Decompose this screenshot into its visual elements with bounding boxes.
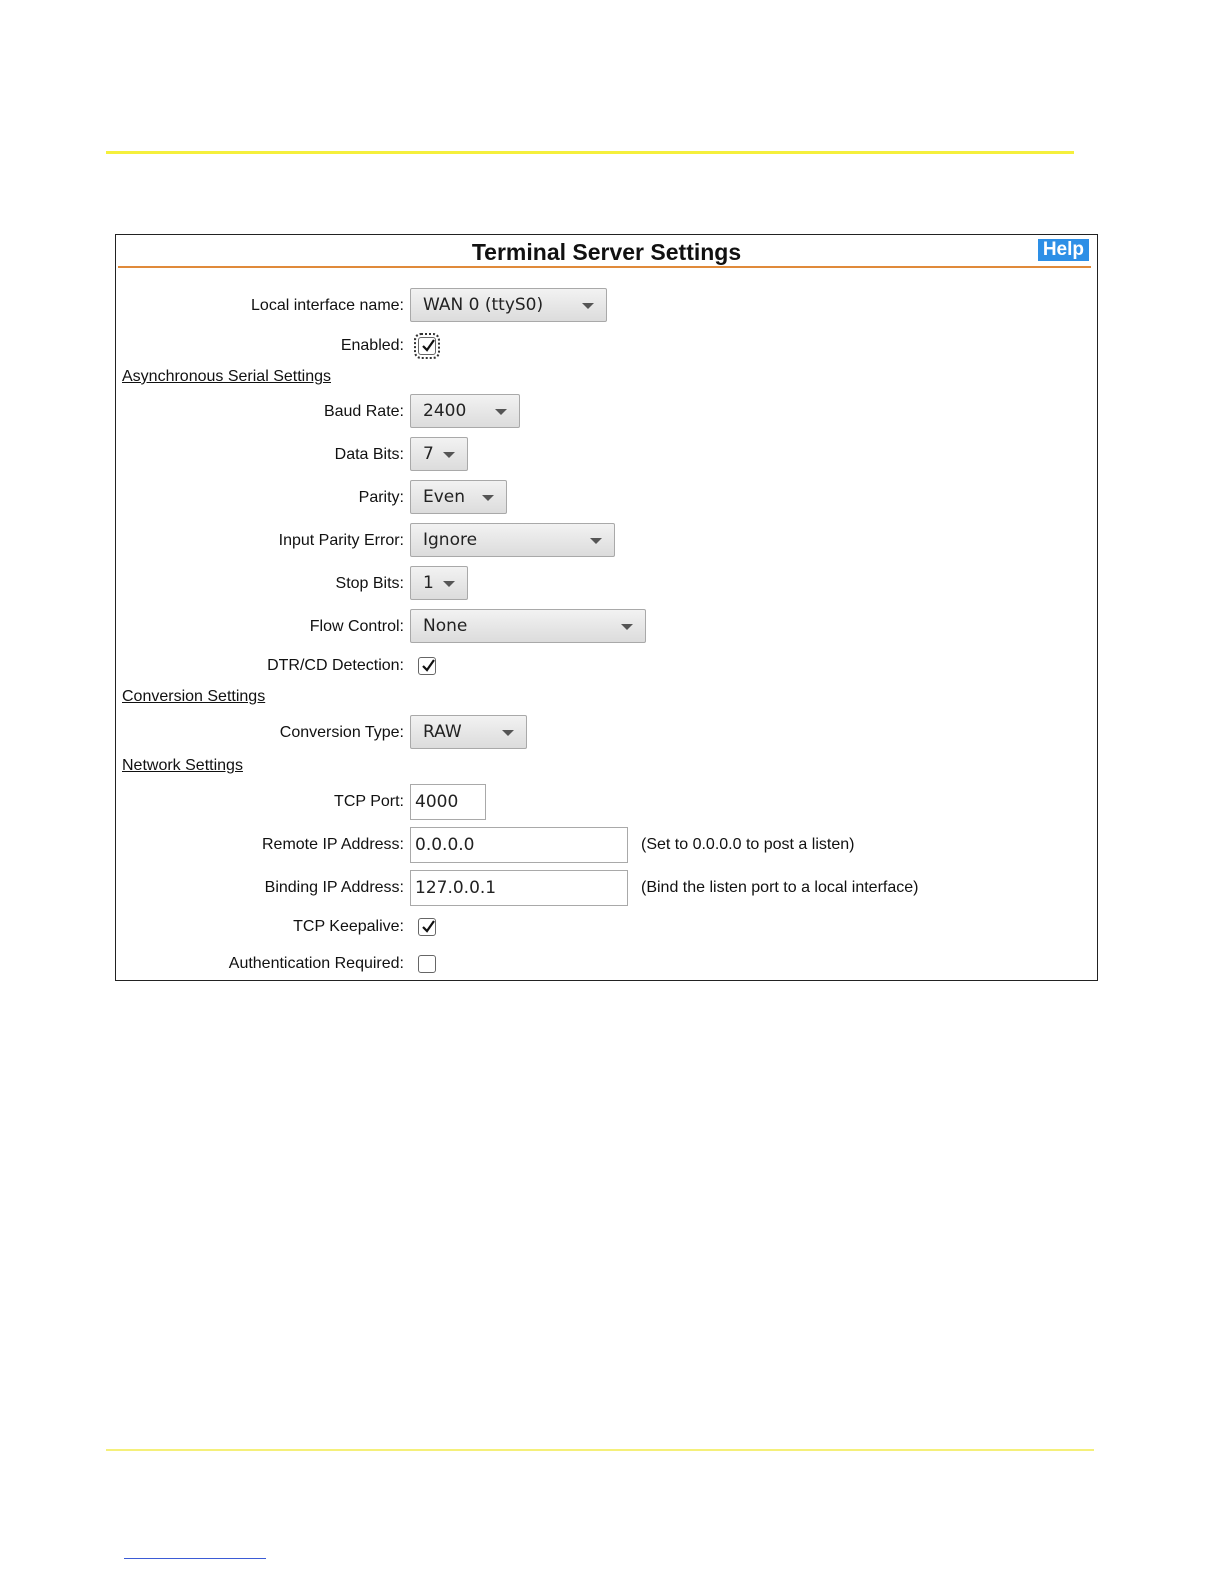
dtr-cd-detection-checkbox[interactable] [418,657,436,675]
local-interface-select[interactable] [410,288,607,322]
remote-ip-input[interactable]: 0.0.0.0 [410,827,628,863]
panel-title: Terminal Server Settings [471,239,742,265]
chevron-down-icon [495,409,507,415]
local-interface-label: Local interface name: [251,297,404,314]
page-footer-rule [106,1449,1094,1451]
page-header-rule [106,151,1074,154]
baud-rate-select[interactable] [410,394,520,428]
auth-required-checkbox[interactable] [418,955,436,973]
binding-ip-input[interactable]: 127.0.0.1 [410,870,628,906]
dtr-cd-detection-label: DTR/CD Detection: [267,657,404,674]
data-bits-label: Data Bits: [334,446,404,463]
data-bits-select[interactable] [410,437,468,471]
footer-link-underline [124,1558,266,1559]
chevron-down-icon [582,303,594,309]
enabled-checkbox[interactable] [418,337,436,355]
baud-rate-label: Baud Rate: [323,403,404,420]
chevron-down-icon [443,581,455,587]
enabled-label: Enabled: [340,337,404,354]
checkmark-icon [420,658,436,674]
section-async-serial: Asynchronous Serial Settings [122,368,331,385]
flow-control-select[interactable] [410,609,646,643]
tcp-port-input[interactable]: 4000 [410,784,486,820]
baud-rate-value: 2400 [423,401,467,421]
chevron-down-icon [621,624,633,630]
tcp-keepalive-checkbox[interactable] [418,918,436,936]
data-bits-value: 7 [423,444,434,464]
binding-ip-label: Binding IP Address: [264,879,404,896]
checkmark-icon [420,919,436,935]
flow-control-value: None [423,616,468,636]
help-button[interactable]: Help [1038,239,1089,261]
chevron-down-icon [502,730,514,736]
local-interface-value: WAN 0 (ttyS0) [423,295,544,315]
tcp-keepalive-label: TCP Keepalive: [293,918,404,935]
conversion-type-select[interactable] [410,715,527,749]
checkmark-icon [420,338,436,354]
auth-required-label: Authentication Required: [228,955,404,972]
parity-value: Even [423,487,466,507]
chevron-down-icon [590,538,602,544]
chevron-down-icon [482,495,494,501]
terminal-server-settings-panel [115,234,1098,981]
chevron-down-icon [443,452,455,458]
parity-label: Parity: [358,489,404,506]
section-network: Network Settings [122,757,243,774]
parity-select[interactable] [410,480,507,514]
flow-control-label: Flow Control: [309,618,404,635]
title-divider [118,266,1091,268]
input-parity-error-label: Input Parity Error: [278,532,404,549]
conversion-type-value: RAW [423,722,462,742]
stop-bits-label: Stop Bits: [335,575,404,592]
input-parity-error-select[interactable] [410,523,615,557]
conversion-type-label: Conversion Type: [279,724,404,741]
stop-bits-select[interactable] [410,566,468,600]
remote-ip-label: Remote IP Address: [262,836,404,853]
remote-ip-hint: (Set to 0.0.0.0 to post a listen) [641,836,855,853]
section-conversion: Conversion Settings [122,688,266,705]
binding-ip-hint: (Bind the listen port to a local interface) [641,879,919,896]
tcp-port-label: TCP Port: [334,793,404,810]
stop-bits-value: 1 [423,573,434,593]
input-parity-error-value: Ignore [423,530,478,550]
